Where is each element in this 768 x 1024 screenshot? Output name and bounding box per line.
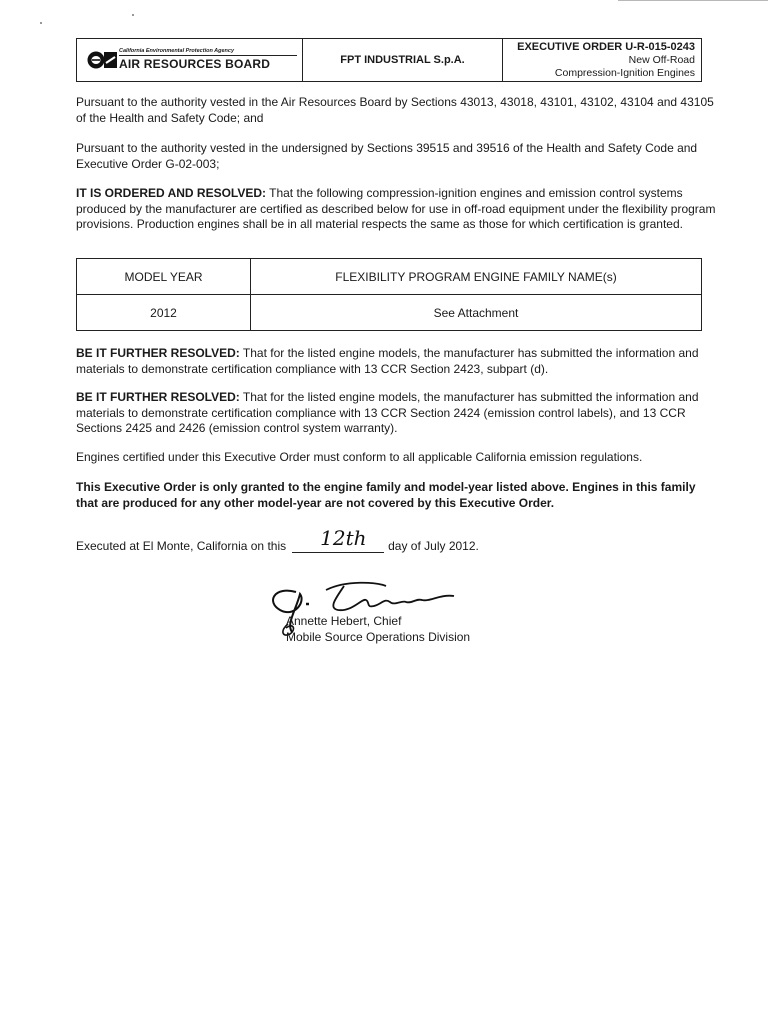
paragraph-scope-notice: This Executive Order is only granted to the engine family and model-year listed above. Engines in this family that are produced for any other model-year are not covered by this Executive Order. bbox=[76, 480, 696, 510]
executive-order-line2: New Off-Road bbox=[628, 53, 695, 66]
further-resolved-text: That for the listed engine models, the manufacturer has submitted the information and materials to demonstrate certification compliance with 13 CCR Section 2424 (emission control labels), and 13 CCR Sections 2425 and 2426 (emission control system warranty). bbox=[76, 390, 699, 435]
ordered-resolved-text: That the following compression-ignition engines and emission control systems produced by the manufacturer are certified as described below for use in off-road equipment under the flexibility program provisions. Production engines shall be in all material respects the same as those for which certification is granted. bbox=[76, 186, 716, 231]
paragraph-further-resolved-2424 bbox=[76, 390, 716, 437]
company-name: FPT INDUSTRIAL S.p.A. bbox=[340, 54, 465, 66]
executive-order-cell bbox=[503, 39, 701, 81]
scan-speck bbox=[40, 22, 42, 24]
model-year-header: MODEL YEAR bbox=[77, 259, 251, 294]
agency-name: California Environmental Protection Agency bbox=[119, 48, 235, 54]
arb-logo-cell bbox=[77, 39, 303, 81]
scan-edge-line bbox=[618, 0, 768, 1]
engine-family-header: FLEXIBILITY PROGRAM ENGINE FAMILY NAME(s) bbox=[335, 269, 617, 284]
paragraph-further-resolved-2423 bbox=[76, 346, 716, 377]
handwritten-day: 12th bbox=[320, 526, 367, 550]
engine-family-value: See Attachment bbox=[433, 305, 519, 320]
execution-prefix: Executed at El Monte, California on this bbox=[76, 539, 287, 553]
signer-block bbox=[286, 614, 470, 645]
arb-logo-icon bbox=[87, 51, 117, 69]
paragraph-ordered-resolved bbox=[76, 186, 716, 233]
paragraph-authority-undersigned: Pursuant to the authority vested in the undersigned by Sections 39515 and 39516 of the Health and Safety Code and Executive Order G-02-003; bbox=[76, 141, 698, 171]
execution-suffix: day of July 2012. bbox=[388, 539, 479, 553]
document-header bbox=[76, 38, 702, 82]
further-resolved-lead: BE IT FURTHER RESOLVED: bbox=[76, 346, 240, 360]
engine-family-table bbox=[76, 258, 702, 331]
scan-speck bbox=[132, 14, 134, 16]
executive-order-line3: Compression-Ignition Engines bbox=[554, 66, 695, 79]
logo-rule bbox=[119, 55, 297, 56]
signer-division: Mobile Source Operations Division bbox=[286, 629, 471, 644]
day-blank bbox=[292, 526, 384, 553]
table-row bbox=[77, 294, 701, 330]
executive-order-number: EXECUTIVE ORDER U-R-015-0243 bbox=[517, 40, 695, 53]
company-cell bbox=[303, 39, 503, 81]
ordered-resolved-lead: IT IS ORDERED AND RESOLVED: bbox=[76, 186, 267, 200]
table-header-row bbox=[77, 259, 701, 294]
model-year-value: 2012 bbox=[77, 295, 251, 330]
paragraph-authority-board: Pursuant to the authority vested in the Air Resources Board by Sections 43013, 43018, 43101, 43102, 43104 and 43105 of the Health and Safety Code; and bbox=[76, 95, 714, 125]
board-name: AIR RESOURCES BOARD bbox=[119, 57, 271, 71]
paragraph-conformance: Engines certified under this Executive Order must conform to all applicable California emission regulations. bbox=[76, 450, 643, 464]
signer-name: Annette Hebert, Chief bbox=[286, 614, 402, 628]
execution-line bbox=[76, 526, 479, 553]
further-resolved-lead: BE IT FURTHER RESOLVED: bbox=[76, 390, 240, 404]
further-resolved-text: That for the listed engine models, the manufacturer has submitted the information and materials to demonstrate certification compliance with 13 CCR Section 2423, subpart (d). bbox=[76, 346, 699, 376]
